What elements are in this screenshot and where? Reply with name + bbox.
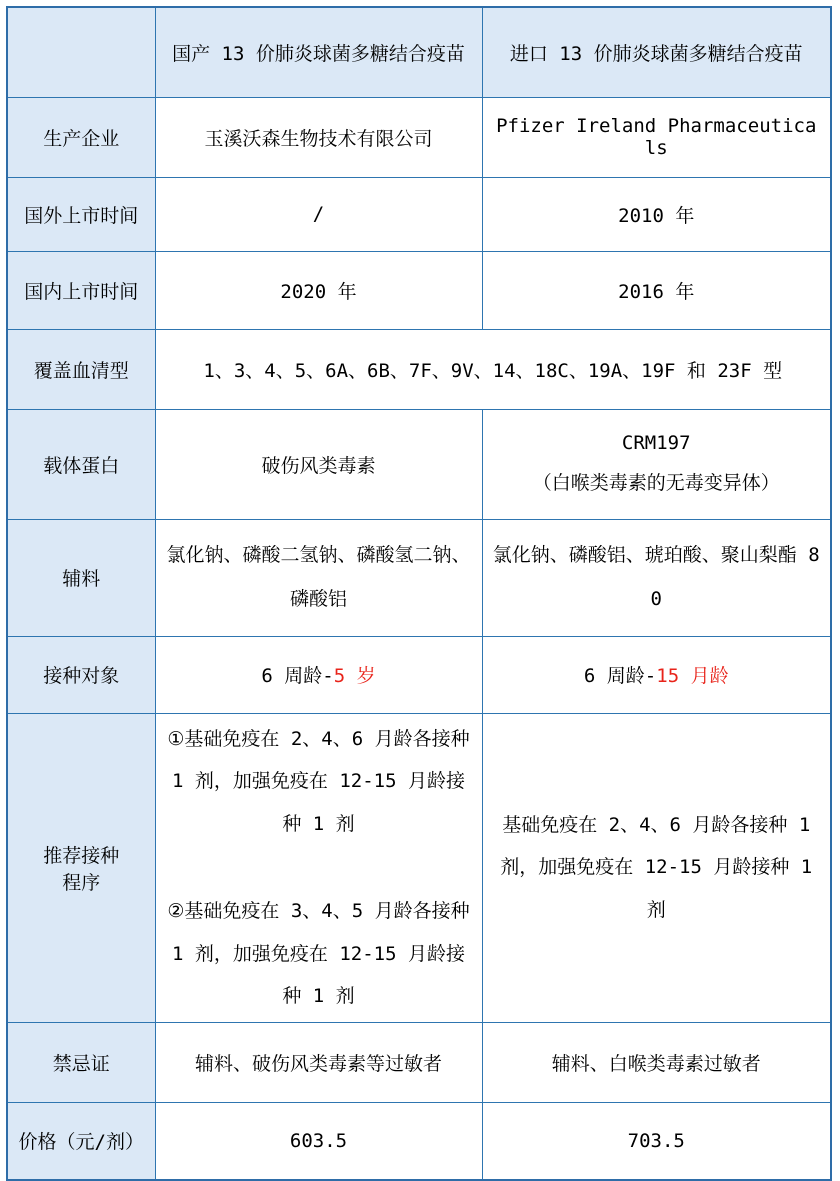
row-schedule [7,713,831,1023]
schedule-label-line1: 推荐接种 [43,844,120,867]
target-domestic-highlight: 5 岁 [333,665,376,687]
row-label-china-launch: 国内上市时间 [7,251,155,329]
row-carrier-protein [7,409,831,519]
target-imported-prefix: 6 周龄- [583,665,657,687]
row-label-abroad-launch: 国外上市时间 [7,177,155,251]
target-domestic-prefix: 6 周龄- [261,665,334,687]
cell-carrier-imported [482,409,831,519]
row-label-serotypes: 覆盖血清型 [7,329,155,409]
vaccine-comparison-table [6,6,832,1181]
schedule-domestic-para2: ②基础免疫在 3、4、5 月龄各接种 1 剂，加强免疫在 12-15 月龄接种 1 剂 [167,899,470,1008]
cell-schedule-imported: 基础免疫在 2、4、6 月龄各接种 1 剂，加强免疫在 12-15 月龄接种 1 剂 [482,713,831,1023]
cell-price-domestic: 603.5 [155,1103,482,1180]
schedule-label-line2: 程序 [62,871,101,894]
cell-maker-imported: Pfizer Ireland Pharmaceuticals [482,97,831,177]
cell-china-launch-domestic: 2020 年 [155,251,482,329]
row-abroad-launch [7,177,831,251]
cell-carrier-domestic: 破伤风类毒素 [155,409,482,519]
corner-cell [7,7,155,97]
cell-maker-domestic: 玉溪沃森生物技术有限公司 [155,97,482,177]
cell-excipients-imported: 氯化钠、磷酸铝、琥珀酸、聚山梨酯 80 [482,519,831,636]
row-label-carrier-protein: 载体蛋白 [7,409,155,519]
header-row [7,7,831,97]
row-label-schedule [7,713,155,1023]
cell-schedule-domestic [155,713,482,1023]
col-header-imported: 进口 13 价肺炎球菌多糖结合疫苗 [482,7,831,97]
cell-excipients-domestic: 氯化钠、磷酸二氢钠、磷酸氢二钠、磷酸铝 [155,519,482,636]
carrier-imported-line1: CRM197 [621,432,691,455]
target-imported-highlight: 15 月龄 [656,665,729,687]
cell-contraindication-domestic: 辅料、破伤风类毒素等过敏者 [155,1023,482,1103]
schedule-domestic-para1: ①基础免疫在 2、4、6 月龄各接种 1 剂，加强免疫在 12-15 月龄接种 1 剂 [167,727,470,835]
row-label-price: 价格（元/剂） [7,1103,155,1180]
row-label-contraindication: 禁忌证 [7,1023,155,1103]
cell-serotypes-value: 1、3、4、5、6A、6B、7F、9V、14、18C、19A、19F 和 23F 型 [155,329,831,409]
row-label-maker: 生产企业 [7,97,155,177]
carrier-imported-line2: （白喉类毒素的无毒变异体） [532,472,780,494]
row-serotypes [7,329,831,409]
row-label-excipients: 辅料 [7,519,155,636]
cell-target-imported [482,636,831,713]
cell-target-domestic [155,636,482,713]
row-label-target-population: 接种对象 [7,636,155,713]
row-target-population [7,636,831,713]
row-maker [7,97,831,177]
cell-china-launch-imported: 2016 年 [482,251,831,329]
row-price [7,1103,831,1180]
cell-price-imported: 703.5 [482,1103,831,1180]
col-header-domestic: 国产 13 价肺炎球菌多糖结合疫苗 [155,7,482,97]
row-contraindication [7,1023,831,1103]
cell-abroad-launch-domestic: / [155,177,482,251]
row-china-launch [7,251,831,329]
cell-contraindication-imported: 辅料、白喉类毒素过敏者 [482,1023,831,1103]
cell-abroad-launch-imported: 2010 年 [482,177,831,251]
row-excipients [7,519,831,636]
